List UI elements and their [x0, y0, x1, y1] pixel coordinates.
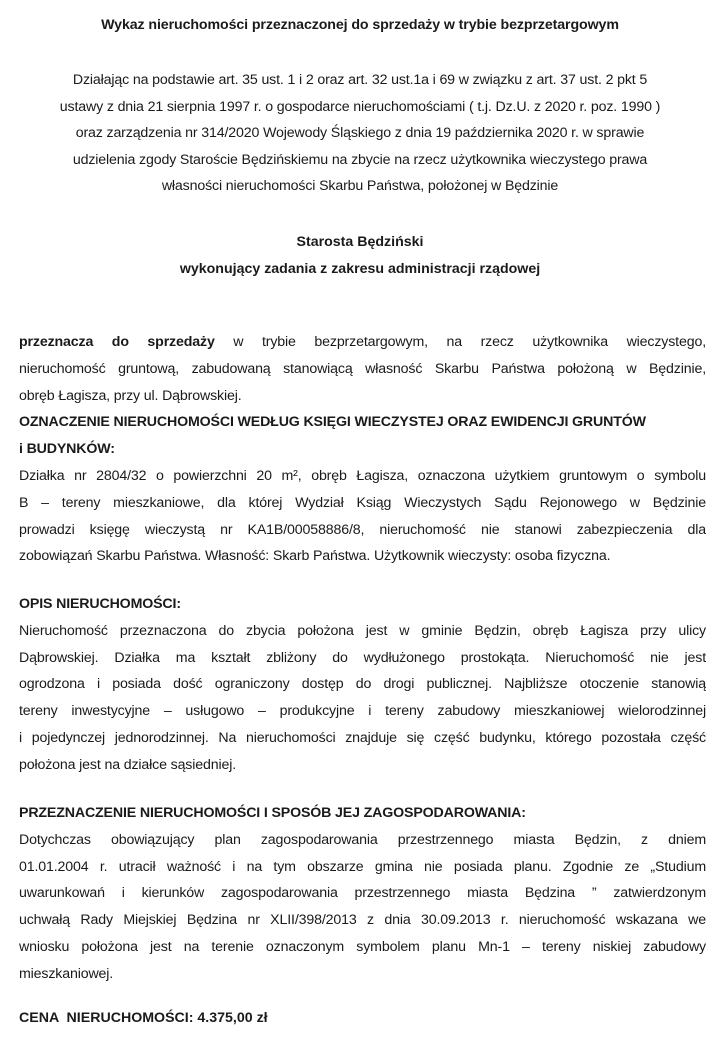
section-line: Dotychczas obowiązujący plan zagospodarowania przestrzennego miasta Będzin, z dniem — [19, 831, 706, 848]
section-line: mieszkaniowej. — [19, 965, 114, 982]
property-price: CENA NIERUCHOMOŚCI: 4.375,00 zł — [19, 1010, 268, 1026]
legal-basis-line: Działając na podstawie art. 35 ust. 1 i 2 oraz art. 32 ust.1a i 69 w związku z art. 37 ust. 2 pkt 5 — [72, 72, 648, 88]
legal-basis-line: własności nieruchomości Skarbu Państwa, położonej w Będzinie — [161, 178, 559, 194]
section-line: wniosku położona jest na terenie oznaczonym symbolem planu Mn-1 – tereny niskiej zabudowy — [19, 938, 706, 955]
section-line: i pojedynczej jednorodzinnej. Na nieruchomości znajduje się część budynku, którego pozostała część — [19, 729, 706, 746]
decision-paragraph — [19, 329, 706, 570]
section-line: uchwałą Rady Miejskiej Będzina nr XLII/398/2013 z dnia 30.09.2013 r. nieruchomość wskazana we — [19, 912, 706, 929]
zoning-section — [19, 800, 706, 988]
authority-block — [0, 229, 720, 283]
section-line: prowadzi księgę wieczystą nr KA1B/00058886/8, nieruchomość nie stanowi zabezpieczenia dla — [19, 521, 706, 538]
description-section — [19, 591, 706, 779]
section-line: uwarunkowań i kierunków zagospodarowania przestrzennego miasta Będzina ” zatwierdzonym — [19, 885, 706, 902]
section-line: tereny inwestycyjne – usługowo – produkcyjne i tereny zabudowy mieszkaniowej wielorodzinnej — [19, 703, 706, 720]
authority-role: wykonujący zadania z zakresu administracji rządowej — [179, 261, 541, 277]
section-heading-land-register: OZNACZENIE NIERUCHOMOŚCI WEDŁUG KSIĘGI WIECZYSTEJ ORAZ EWIDENCJI GRUNTÓW — [19, 414, 646, 431]
legal-basis-line: oraz zarządzenia nr 314/2020 Wojewody Śląskiego z dnia 19 października 2020 r. w sprawie — [75, 125, 645, 141]
section-heading-description: OPIS NIERUCHOMOŚCI: — [19, 596, 181, 612]
legal-basis-line: udzielenia zgody Staroście Będzińskiemu na zbycie na rzecz użytkownika wieczystego prawa — [72, 151, 648, 168]
legal-basis-paragraph — [20, 67, 700, 200]
section-line: Nieruchomość przeznaczona do zbycia położona jest w gminie Będzin, obręb Łagisza przy ulicy — [19, 622, 706, 639]
decision-line: nieruchomość gruntową, zabudowaną stanowiącą własność Skarbu Państwa położoną w Będzinie, — [19, 360, 706, 377]
section-heading-land-register-cont: i BUDYNKÓW: — [19, 441, 115, 458]
decision-lead: przeznacza do sprzedaży — [19, 334, 215, 350]
section-line: Dąbrowskiej. Działka ma kształt zbliżony do wydłużonego prostokąta. Nieruchomość nie jest — [19, 649, 706, 666]
section-line: B – tereny mieszkaniowe, dla której Wydział Ksiąg Wieczystych Sądu Rejonowego w Będzinie — [19, 494, 706, 511]
legal-basis-line: ustawy z dnia 21 sierpnia 1997 r. o gospodarce nieruchomościami ( t.j. Dz.U. z 2020 r. poz. 1990 ) — [59, 98, 661, 115]
section-line: Działka nr 2804/32 o powierzchni 20 m², obręb Łagisza, oznaczona użytkiem gruntowym o symbolu — [19, 467, 706, 484]
section-line: położona jest na działce sąsiedniej. — [19, 756, 237, 773]
document-title: Wykaz nieruchomości przeznaczonej do sprzedaży w trybie bezprzetargowym — [101, 17, 619, 33]
decision-line: przeznacza do sprzedaży w trybie bezprzetargowym, na rzecz użytkownika wieczystego, — [19, 334, 706, 350]
authority-name: Starosta Będziński — [296, 234, 424, 250]
section-heading-zoning: PRZEZNACZENIE NIERUCHOMOŚCI I SPOSÓB JEJ ZAGOSPODAROWANIA: — [19, 805, 526, 821]
section-line: 01.01.2004 r. utracił ważność i na tym obszarze gmina nie posiada planu. Zgodnie ze „Studium — [19, 858, 706, 875]
section-line: zobowiązań Skarbu Państwa. Własność: Skarb Państwa. Użytkownik wieczysty: osoba fizyczna. — [19, 548, 611, 565]
decision-line: obręb Łagisza, przy ul. Dąbrowskiej. — [19, 387, 242, 404]
section-line: ogrodzona i posiada dość ograniczony dostęp do drogi publicznej. Najbliższe otoczenie stanowią — [19, 676, 706, 693]
